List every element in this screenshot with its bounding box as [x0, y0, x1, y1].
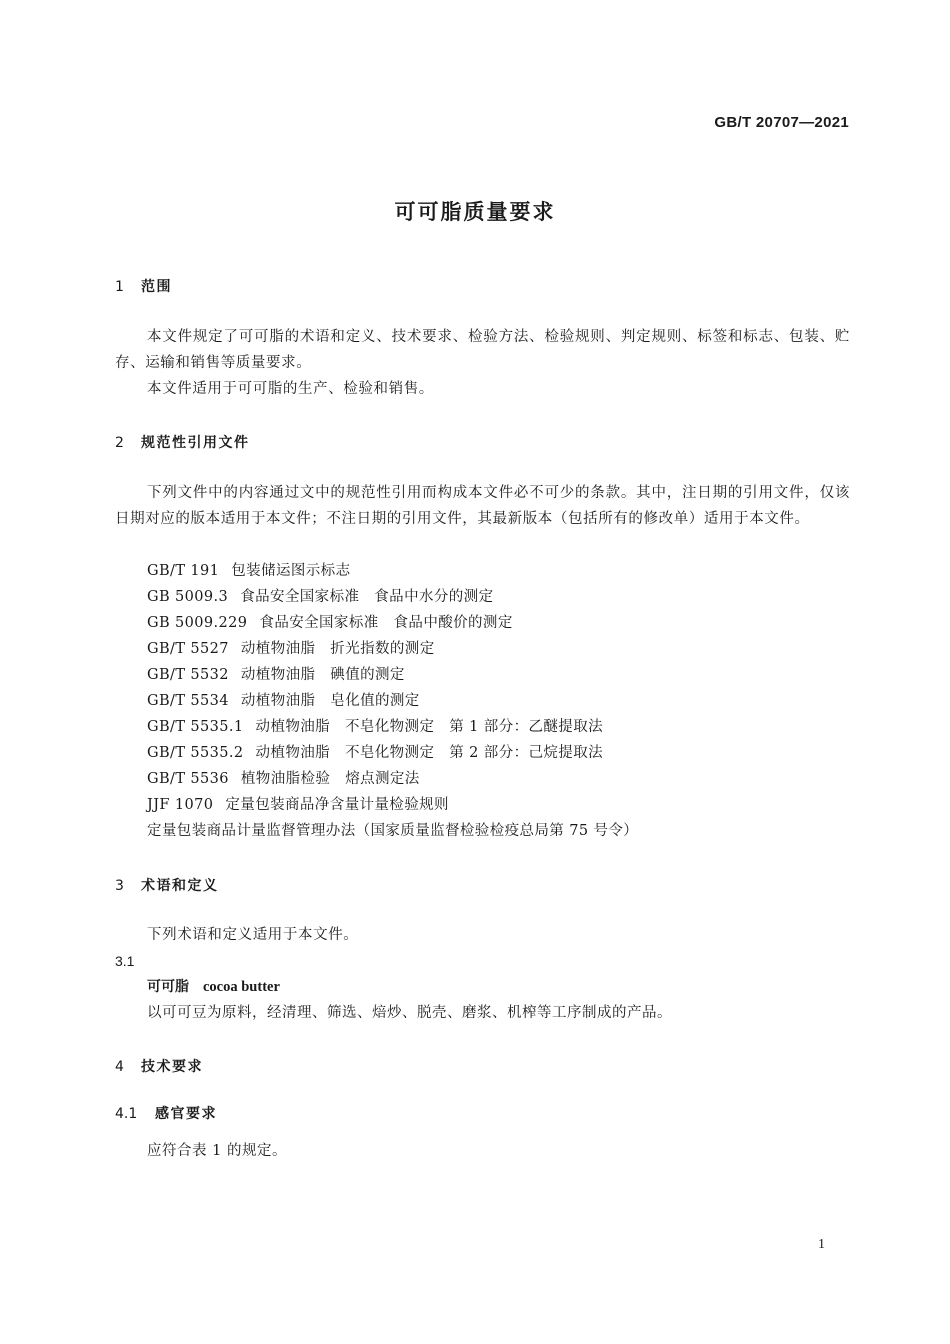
- subsection-4-1-text: 应符合表 1 的规定。: [147, 1143, 287, 1159]
- reference-item: [147, 688, 420, 714]
- reference-code: GB/T 5534: [147, 693, 229, 709]
- reference-title: 食品安全国家标准 食品中水分的测定: [240, 589, 494, 605]
- term-chinese: 可可脂: [147, 979, 189, 995]
- page-number: 1: [818, 1237, 825, 1252]
- reference-item: [147, 636, 435, 662]
- section-4-title: 技术要求: [141, 1059, 203, 1075]
- section-2-heading: [115, 432, 250, 452]
- reference-item: [147, 818, 638, 844]
- reference-code: GB 5009.229: [147, 615, 248, 631]
- subsection-4-1-number: 4.1: [115, 1106, 138, 1122]
- section-1-paragraph-1: 本文件规定了可可脂的术语和定义、技术要求、检验方法、检验规则、判定规则、标签和标志、包装、贮存、运输和销售等质量要求。: [115, 329, 850, 371]
- reference-code: GB 5009.3: [147, 589, 229, 605]
- section-3-intro: 下列术语和定义适用于本文件。: [147, 927, 359, 943]
- reference-title: 定量包装商品计量监督管理办法（国家质量监督检验检疫总局第 75 号令）: [147, 823, 639, 839]
- reference-title: 植物油脂检验 熔点测定法: [240, 771, 420, 787]
- section-1-title: 范围: [141, 279, 172, 295]
- reference-item: [147, 610, 513, 636]
- reference-title: 动植物油脂 折光指数的测定: [240, 641, 435, 657]
- document-title: 可可脂质量要求: [394, 200, 556, 224]
- section-4-number: 4: [115, 1059, 124, 1075]
- reference-code: GB/T 5535.2: [147, 745, 244, 761]
- term-number: 3.1: [115, 953, 135, 969]
- reference-code: GB/T 191: [147, 563, 220, 579]
- reference-title: 包装储运图示标志: [231, 563, 351, 579]
- section-1-paragraph-2: 本文件适用于可可脂的生产、检验和销售。: [147, 381, 434, 397]
- reference-item: [147, 766, 420, 792]
- term-entry: [147, 974, 280, 1000]
- reference-code: GB/T 5527: [147, 641, 229, 657]
- reference-item: [147, 662, 405, 688]
- reference-item: [147, 584, 494, 610]
- subsection-4-1-heading: [115, 1103, 217, 1123]
- reference-code: GB/T 5532: [147, 667, 229, 683]
- reference-title: 定量包装商品净含量计量检验规则: [225, 797, 449, 813]
- section-3-heading: [115, 875, 219, 895]
- standard-number: GB/T 20707—2021: [714, 114, 849, 131]
- section-2-number: 2: [115, 435, 124, 451]
- reference-item: [147, 558, 350, 584]
- term-definition: 以可可豆为原料，经清理、筛选、焙炒、脱壳、磨浆、机榨等工序制成的产品。: [147, 1005, 672, 1021]
- reference-item: [147, 714, 603, 740]
- term-english: cocoa butter: [203, 979, 280, 995]
- subsection-4-1-title: 感官要求: [155, 1106, 217, 1122]
- section-4-heading: [115, 1056, 203, 1076]
- reference-code: JJF 1070: [147, 797, 214, 813]
- section-1-heading: [115, 276, 172, 296]
- reference-title: 动植物油脂 皂化值的测定: [240, 693, 420, 709]
- reference-title: 动植物油脂 不皂化物测定 第 2 部分：己烷提取法: [255, 745, 603, 761]
- section-3-number: 3: [115, 878, 124, 894]
- reference-code: GB/T 5535.1: [147, 719, 244, 735]
- reference-title: 动植物油脂 不皂化物测定 第 1 部分：乙醚提取法: [255, 719, 603, 735]
- reference-title: 动植物油脂 碘值的测定: [240, 667, 405, 683]
- reference-item: [147, 740, 603, 766]
- section-2-intro: 下列文件中的内容通过文中的规范性引用而构成本文件必不可少的条款。其中，注日期的引用文件，仅该日期对应的版本适用于本文件；不注日期的引用文件，其最新版本（包括所有的修改单）适用于本文件。: [115, 485, 850, 527]
- reference-code: GB/T 5536: [147, 771, 229, 787]
- reference-title: 食品安全国家标准 食品中酸价的测定: [259, 615, 513, 631]
- section-1-number: 1: [115, 279, 124, 295]
- section-3-title: 术语和定义: [141, 878, 219, 894]
- reference-item: [147, 792, 449, 818]
- section-2-title: 规范性引用文件: [141, 435, 250, 451]
